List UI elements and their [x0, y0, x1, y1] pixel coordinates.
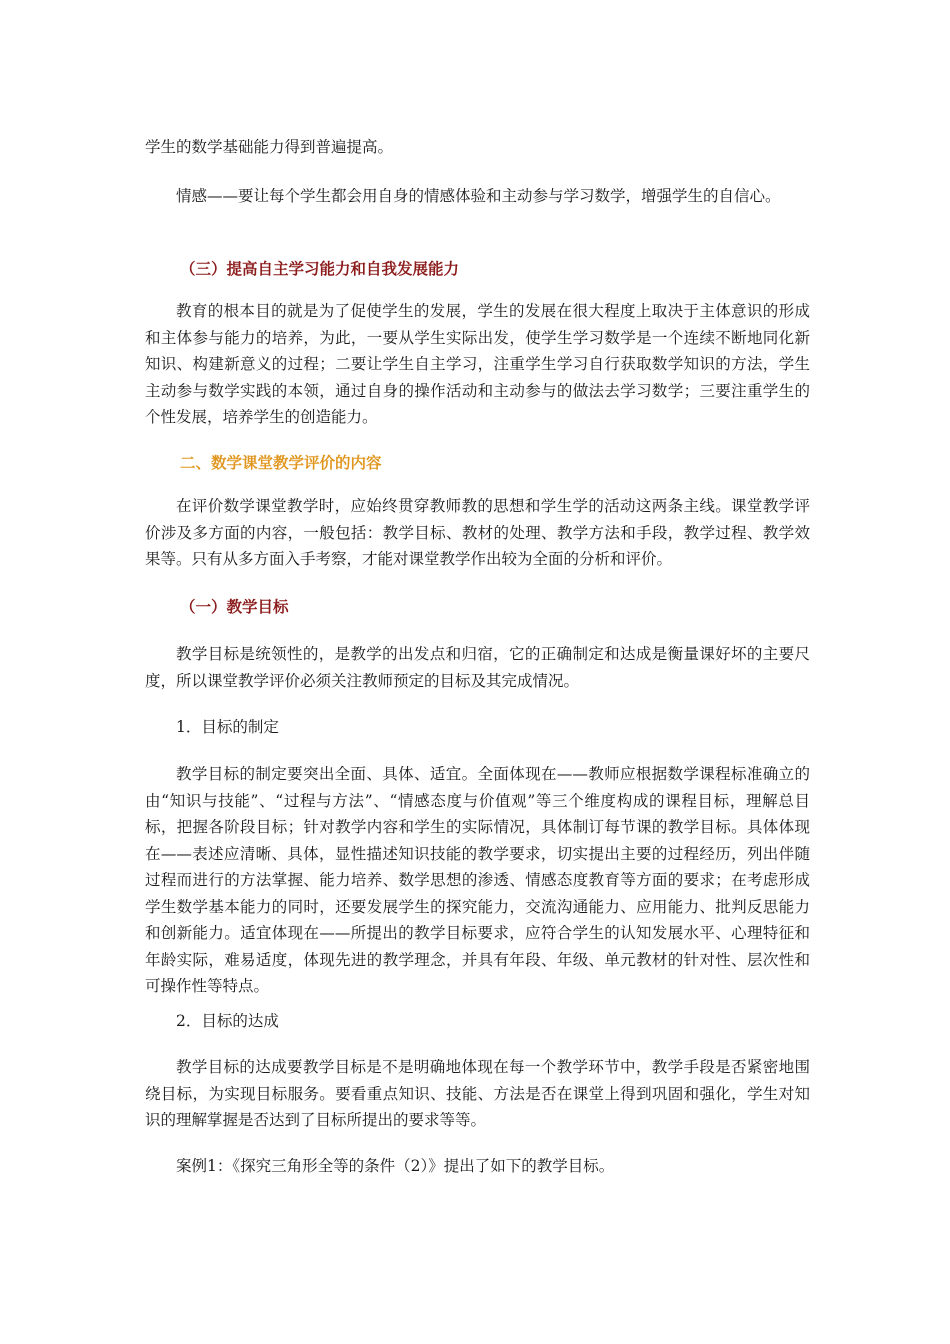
paragraph-goal-setting: 教学目标的制定要突出全面、具体、适宜。全面体现在——教师应根据数学课程标准确立的由“知识与技能”、“过程与方法”、“情感态度与价值观”等三个维度构成的课程目标，理解总目标，把握各阶段目标；针对教学内容和学生的实际情况，具体制订每节课的教学目标。具体体现在——表述应清晰、具体，显性描述知识技能的教学要求，切实提出主要的过程经历，列出伴随过程而进行的方法掌握、能力培养、数学思想的渗透、情感态度教育等方面的要求；在考虑形成学生数学基本能力的同时，还要发展学生的探究能力，交流沟通能力、应用能力、批判反思能力和创新能力。适宜体现在——所提出的教学目标要求，应符合学生的认知发展水平、心理特征和年龄实际，难易适度，体现先进的教学理念，并具有年段、年级、单元教材的针对性、层次性和可操作性等特点。	[145, 765, 810, 995]
paragraph-evaluation-intro: 在评价数学课堂教学时，应始终贯穿教师教的思想和学生学的活动这两条主线。课堂教学评价涉及多方面的内容，一般包括：教学目标、教材的处理、教学方法和手段，教学过程、教学效果等。只有从多方面入手考察，才能对课堂教学作出较为全面的分析和评价。	[145, 497, 810, 568]
paragraph-goal-achievement: 教学目标的达成要教学目标是不是明确地体现在每一个教学环节中，教学手段是否紧密地围绕目标，为实现目标服务。要看重点知识、技能、方法是否在课堂上得到巩固和强化，学生对知识的理解掌握是否达到了目标所提出的要求等等。	[145, 1058, 810, 1129]
subheading-goal-achievement: 2．目标的达成	[176, 1012, 279, 1030]
subheading-goal-setting: 1．目标的制定	[176, 718, 279, 736]
paragraph-continuation: 学生的数学基础能力得到普遍提高。	[145, 138, 394, 156]
chapter-heading-evaluation-content: 二、数学课堂教学评价的内容	[180, 454, 382, 472]
paragraph-case-1: 案例1：《探究三角形全等的条件（2）》提出了如下的教学目标。	[176, 1157, 615, 1175]
paragraph-goals-intro: 教学目标是统领性的，是教学的出发点和归宿，它的正确制定和达成是衡量课好坏的主要尺度，所以课堂教学评价必须关注教师预定的目标及其完成情况。	[145, 645, 810, 690]
section-heading-teaching-goals: （一）教学目标	[180, 598, 289, 616]
paragraph-emotion: 情感——要让每个学生都会用自身的情感体验和主动参与学习数学，增强学生的自信心。	[176, 187, 781, 205]
paragraph-education-purpose: 教育的根本目的就是为了促使学生的发展，学生的发展在很大程度上取决于主体意识的形成和主体参与能力的培养，为此，一要从学生实际出发，使学生学习数学是一个连续不断地同化新知识、构建新意义的过程；二要让学生自主学习，注重学生学习自行获取数学知识的方法，学生主动参与数学实践的本领，通过自身的操作活动和主动参与的做法去学习数学；三要注重学生的个性发展，培养学生的创造能力。	[145, 302, 810, 426]
section-heading-self-learning: （三）提高自主学习能力和自我发展能力	[180, 260, 460, 278]
